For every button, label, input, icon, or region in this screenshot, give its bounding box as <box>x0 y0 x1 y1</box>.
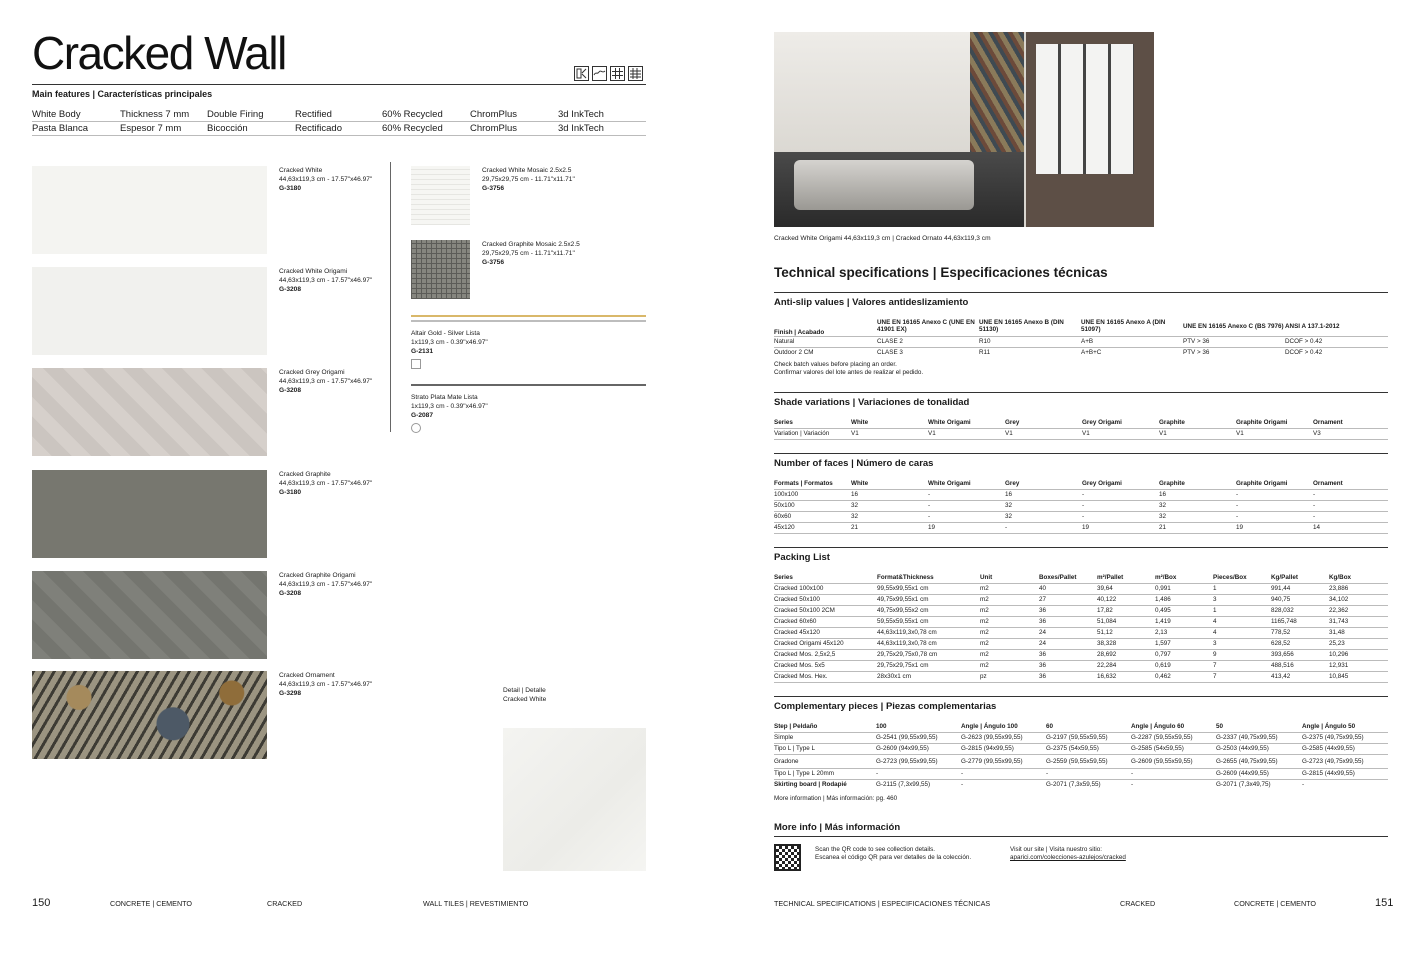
table-row: Cracked Mos. 2,5x2,5 29,75x29,75x0,78 cm m2 36 28,692 0,797 9 393,656 10,296 <box>774 649 1388 660</box>
shade-title: Shade variations | Variaciones de tonalidad <box>774 397 970 408</box>
mosaic-swatch <box>411 166 470 225</box>
antislip-title: Anti-slip values | Valores antideslizamiento <box>774 297 969 308</box>
lista-swatch-gold <box>411 315 646 317</box>
grid-icon <box>610 66 625 81</box>
feature-icons <box>574 66 643 81</box>
table-row: Cracked 50x100 2CM 49,75x99,55x2 cm m2 36 17,82 0,495 1 828,032 22,362 <box>774 605 1388 616</box>
table-row: Cracked 50x100 49,75x99,55x1 cm m2 27 40,122 1,486 3 940,75 34,102 <box>774 594 1388 605</box>
feature: Pasta Blanca <box>32 123 88 134</box>
feature: Rectified <box>295 109 332 120</box>
faces-title: Number of faces | Número de caras <box>774 458 934 469</box>
table-row: Gradone G-2723 (99,55x99,55) G-2779 (99,55x99,55) G-2559 (59,55x59,55) G-2609 (59,55x59,55) G-2655 (49,75x99,55) G-2723 (49,75x99,55) <box>774 754 1388 768</box>
photo-caption: Cracked White Origami 44,63x119,3 cm | Cracked Ornato 44,63x119,3 cm <box>774 235 991 242</box>
table-row: Skirting board | Rodapié G-2115 (7,3x99,55) - G-2071 (7,3x59,55) - G-2071 (7,3x49,75) - <box>774 781 1305 789</box>
antislip-note: Check batch values before placing an order. Confirmar valores del lote antes de realizar el pedido. <box>774 361 924 376</box>
tile-swatch <box>32 671 267 759</box>
tile-swatch <box>32 571 267 659</box>
footer-item: CONCRETE | CEMENTO <box>1234 899 1316 908</box>
product-info: Cracked Grey Origami 44,63x119,3 cm - 17.57"x46.97" G-3208 <box>279 369 373 394</box>
tile-swatch <box>32 166 267 254</box>
table-row: 50x100 32 - 32 - 32 - - <box>774 500 1388 511</box>
feature: 3d InkTech <box>558 109 604 120</box>
product-info: Cracked White Origami 44,63x119,3 cm - 17.57"x46.97" G-3208 <box>279 268 373 293</box>
lista-icon <box>411 423 421 433</box>
qr-text: Scan the QR code to see collection details. Escanea el código QR para ver detalles de la colección. <box>815 846 972 861</box>
feature: Espesor 7 mm <box>120 123 182 134</box>
table-row: Variation | Variación V1 V1 V1 V1 V1 V1 V3 <box>774 428 1388 439</box>
features-table <box>32 109 646 137</box>
table-row: Tipo L | Type L G-2609 (94x99,55) G-2815 (94x99,55) G-2375 (54x59,55) G-2585 (54x59,55) G-2503 (44x99,55) G-2585 (44x99,55) <box>774 743 1388 754</box>
packing-table: Series Format&Thickness Unit Boxes/Pallet m²/Pallet m²/Box Pieces/Box Kg/Pallet Kg/Box Cracked 100x100 99,55x99,55x1 cm m2 40 39,64 0,991 1 991,44 23,886 Cracked 50x100 49,75x99,55x1 cm m2 27 40,122 1,486 3 940,75 34,102 Cracked 50x100 2CM 49,75x99,55x2 cm m2 36 17,82 0,495 1 828,032 22,362 Cracked 60x60 59,55x59,55x1 cm m2 36 51,084 1,419 4 1165,748 31,743 Cracked 45x120 44,63x119,3x0,78 cm m2 24 51,12 2,13 4 778,52 31,48 Cracked Origami 45x120 44,63x119,3x0,78 cm m2 24 38,328 1,597 3 628,52 25,23 Cracked Mos. 2,5x2,5 29,75x29,75x0,78 cm m2 36 28,692 0,797 9 393,656 10,296 Cracked Mos. 5x5 29,75x29,75x1 cm m2 36 22,284 0,619 7 488,516 12,931 Cracked Mos. Hex. 28x30x1 cm pz 36 16,632 0,462 7 413,42 10,845 <box>774 572 1388 683</box>
complementary-more: More information | Más información: pg. 460 <box>774 795 898 802</box>
features-heading: Main features | Características principales <box>32 89 213 99</box>
product-info: Altair Gold - Silver Lista 1x119,3 cm - 0.39"x46.97" G-2131 <box>411 330 488 355</box>
product-info: Cracked Graphite Mosaic 2.5x2.5 29,75x29,75 cm - 11.71"x11.71" G-3756 <box>482 241 580 266</box>
page-title: Cracked Wall <box>32 27 286 79</box>
table-row: 45x120 21 19 - 19 21 19 14 <box>774 522 1388 533</box>
table-row: Cracked Mos. 5x5 29,75x29,75x1 cm m2 36 22,284 0,619 7 488,516 12,931 <box>774 660 1388 671</box>
feature: Bicocción <box>207 123 248 134</box>
product-info: Cracked White Mosaic 2.5x2.5 29,75x29,75 cm - 11.71"x11.71" G-3756 <box>482 167 575 192</box>
complementary-title: Complementary pieces | Piezas complementarias <box>774 701 997 712</box>
mosaic-icon <box>628 66 643 81</box>
table-row: Natural CLASE 2 R10 A+B PTV > 36 DCOF > 0.42 <box>774 336 1388 347</box>
lista-icon <box>411 359 421 369</box>
footer-item: WALL TILES | REVESTIMIENTO <box>423 899 529 908</box>
feature: ChromPlus <box>470 109 517 120</box>
feature: 3d InkTech <box>558 123 604 134</box>
footer-item: CONCRETE | CEMENTO <box>110 899 192 908</box>
product-info: Cracked Ornament 44,63x119,3 cm - 17.57"x46.97" G-3298 <box>279 672 373 697</box>
table-header: UNE EN 16165 Anexo B (DIN 51130) <box>979 319 1064 334</box>
qr-code[interactable] <box>774 844 801 871</box>
tile-swatch <box>32 368 267 456</box>
faces-table: Formats | Formatos White White Origami Grey Grey Origami Graphite Graphite Origami Ornament 100x100 16 - 16 - 16 - - 50x100 32 - 32 - 32 - - 60x60 32 - 32 - 32 - - 45x120 21 19 - 19 21 19 14 <box>774 478 1388 534</box>
feature: Rectificado <box>295 123 342 134</box>
footer-item: CRACKED <box>1120 899 1156 908</box>
page-number: 150 <box>32 897 51 909</box>
table-row: Cracked Mos. Hex. 28x30x1 cm pz 36 16,632 0,462 7 413,42 10,845 <box>774 671 1388 682</box>
table-row: Simple G-2541 (99,55x99,55) G-2623 (99,55x99,55) G-2197 (59,55x59,55) G-2287 (59,55x59,55) G-2337 (49,75x99,55) G-2375 (49,75x99,55) <box>774 732 1388 743</box>
mosaic-swatch <box>411 240 470 299</box>
lista-swatch-plata <box>411 384 646 386</box>
product-info: Strato Plata Mate Lista 1x119,3 cm - 0.39"x46.97" G-2087 <box>411 394 488 419</box>
table-header: UNE EN 16165 Anexo C (UNE EN 41901 EX) <box>877 319 975 334</box>
antislip-table <box>774 317 1388 358</box>
feature: Double Firing <box>207 109 264 120</box>
table-row: Cracked 45x120 44,63x119,3x0,78 cm m2 24 51,12 2,13 4 778,52 31,48 <box>774 627 1388 638</box>
product-info: Cracked Graphite Origami 44,63x119,3 cm - 17.57"x46.97" G-3208 <box>279 572 373 597</box>
page-number: 151 <box>1375 897 1394 909</box>
packing-title: Packing List <box>774 552 830 563</box>
feature: 60% Recycled <box>382 109 443 120</box>
feature: 60% Recycled <box>382 123 443 134</box>
table-row: Tipo L | Type L 20mm - - - - G-2609 (44x99,55) G-2815 (44x99,55) <box>774 768 1388 779</box>
detail-image <box>503 728 646 871</box>
tech-specs-title: Technical specifications | Especificaciones técnicas <box>774 265 1108 280</box>
shade-table: Series White White Origami Grey Grey Origami Graphite Graphite Origami Ornament Variation | Variación V1 V1 V1 V1 V1 V1 V3 <box>774 417 1388 440</box>
feature: Thickness 7 mm <box>120 109 190 120</box>
tile-swatch <box>32 267 267 355</box>
detail-label: Detail | Detalle Cracked White <box>503 687 547 703</box>
table-row: Cracked Origami 45x120 44,63x119,3x0,78 cm m2 24 38,328 1,597 3 628,52 25,23 <box>774 638 1388 649</box>
complementary-table: Step | Peldaño 100 Angle | Ángulo 100 60 Angle | Ángulo 60 50 Angle | Ángulo 50 Simple G-2541 (99,55x99,55) G-2623 (99,55x99,55) G-2197 (59,55x59,55) G-2287 (59,55x59,55) G-2337 (49,75x99,55) G-2375 (49,75x99,55) Tipo L | Type L G-2609 (94x99,55) G-2815 (94x99,55) G-2375 (54x59,55) G-2585 (54x59,55) G-2503 (44x99,55) G-2585 (44x99,55) Gradone G-2723 (99,55x99,55) G-2779 (99,55x99,55) G-2559 (59,55x59,55) G-2609 (59,55x59,55) G-2655 (49,75x99,55) G-2723 (49,75x99,55) Tipo L | Type L 20mm - - - - G-2609 (44x99,55) G-2815 (44x99,55) Skirting board | Rodapié G-2115 (7,3x99,55) - G-2071 (7,3x59,55) - G-2071 (7,3x49,75) - <box>774 721 1388 790</box>
more-info-title: More info | Más información <box>774 822 901 833</box>
table-row: Cracked 60x60 59,55x59,55x1 cm m2 36 51,084 1,419 4 1165,748 31,743 <box>774 616 1388 627</box>
table-header: ANSI A 137.1-2012 <box>1285 322 1340 330</box>
feature: White Body <box>32 109 81 120</box>
feature: ChromPlus <box>470 123 517 134</box>
room-photo <box>774 32 1154 227</box>
table-row: 100x100 16 - 16 - 16 - - <box>774 489 1388 500</box>
table-header: UNE EN 16165 Anexo A (DIN 51097) <box>1081 319 1166 334</box>
table-header: UNE EN 16165 Anexo C (BS 7976) <box>1183 322 1284 330</box>
product-info: Cracked White 44,63x119,3 cm - 17.57"x46.97" G-3180 <box>279 167 373 192</box>
table-row: 60x60 32 - 32 - 32 - - <box>774 511 1388 522</box>
lista-swatch-silver <box>411 320 646 322</box>
site-link[interactable]: aparici.com/colecciones-azulejos/cracked <box>1010 854 1126 861</box>
site-text: Visit our site | Visita nuestro sitio: aparici.com/colecciones-azulejos/cracked <box>1010 846 1126 861</box>
wave-icon <box>592 66 607 81</box>
table-row: Outdoor 2 CM CLASE 3 R11 A+B+C PTV > 36 DCOF > 0.42 <box>774 349 1323 357</box>
tile-swatch <box>32 470 267 558</box>
table-header: Finish | Acabado <box>774 328 825 336</box>
footer-item: TECHNICAL SPECIFICATIONS | ESPECIFICACIONES TÉCNICAS <box>774 899 991 908</box>
footer-item: CRACKED <box>267 899 303 908</box>
product-info: Cracked Graphite 44,63x119,3 cm - 17.57"x46.97" G-3180 <box>279 471 373 496</box>
table-row: Cracked 100x100 99,55x99,55x1 cm m2 40 39,64 0,991 1 991,44 23,886 <box>774 583 1388 594</box>
rectified-icon <box>574 66 589 81</box>
